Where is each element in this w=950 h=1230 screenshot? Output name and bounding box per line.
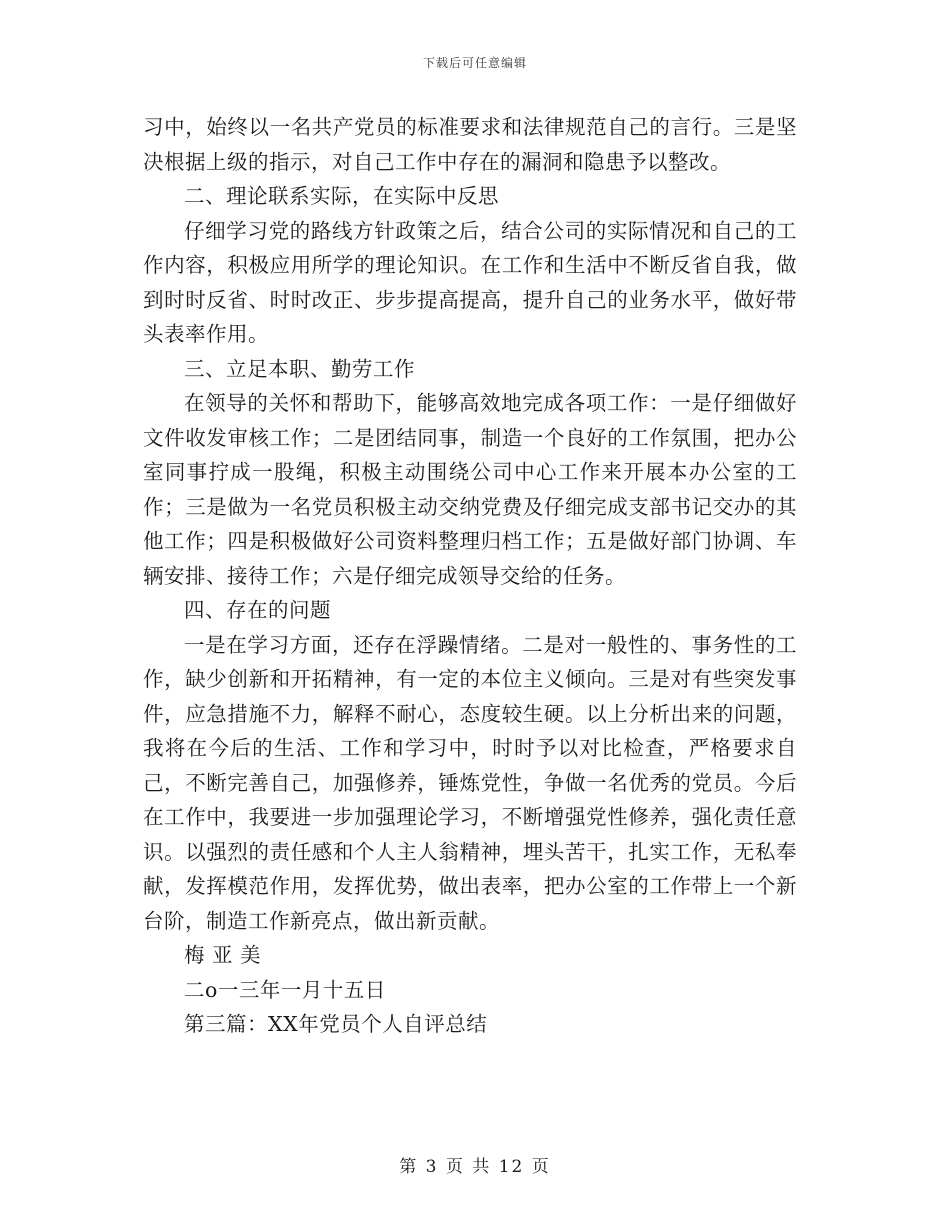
paragraph-section-3: 在领导的关怀和帮助下，能够高效地完成各项工作：一是仔细做好文件收发审核工作；二是团结同事，制造一个良好的工作氛围，把办公室同事拧成一股绳，积极主动围绕公司中心工作来开展本办公室的工作；三是做为一名党员积极主动交纳党费及仔细完成支部书记交办的其他工作；四是积极做好公司资料整理归档工作；五是做好部门协调、车辆安排、接待工作；六是仔细完成领导交给的任务。: [143, 391, 797, 588]
document-body: [143, 110, 797, 1042]
signature-name: 梅 亚 美: [184, 943, 262, 967]
paragraph-section-2: 仔细学习党的路线方针政策之后，结合公司的实际情况和自己的工作内容，积极应用所学的理论知识。在工作和生活中不断反省自我，做到时时反省、时时改正、步步提高提高，提升自己的业务水平，做好带头表率作用。: [143, 218, 797, 346]
page-number-footer: 第 3 页 共 12 页: [399, 1157, 551, 1177]
paragraph-continuation: 习中，始终以一名共产党员的标准要求和法律规范自己的言行。三是坚决根据上级的指示，对自己工作中存在的漏洞和隐患予以整改。: [143, 115, 797, 174]
section-heading-4: 四、存在的问题: [184, 598, 331, 622]
paragraph-section-4: 一是在学习方面，还存在浮躁情绪。二是对一般性的、事务性的工作，缺少创新和开拓精神，有一定的本位主义倾向。三是对有些突发事件，应急措施不力，解释不耐心，态度较生硬。以上分析出来的问题，我将在今后的生活、工作和学习中，时时予以对比检查，严格要求自己，不断完善自己，加强修养，锤炼党性，争做一名优秀的党员。今后在工作中，我要进一步加强理论学习，不断增强党性修养，强化责任意识。以强烈的责任感和个人主人翁精神，埋头苦干，扎实工作，无私奉献，发挥模范作用，发挥优势，做出表率，把办公室的工作带上一个新台阶，制造工作新亮点，做出新贡献。: [143, 632, 797, 933]
section-heading-3: 三、立足本职、勤劳工作: [184, 356, 415, 381]
page-header-note: 下载后可任意编辑: [422, 56, 527, 70]
next-article-title: 第三篇：XX年党员个人自评总结: [184, 1012, 488, 1036]
signature-date: 二o一三年一月十五日: [184, 977, 386, 1002]
section-heading-2: 二、理论联系实际，在实际中反思: [184, 184, 499, 208]
